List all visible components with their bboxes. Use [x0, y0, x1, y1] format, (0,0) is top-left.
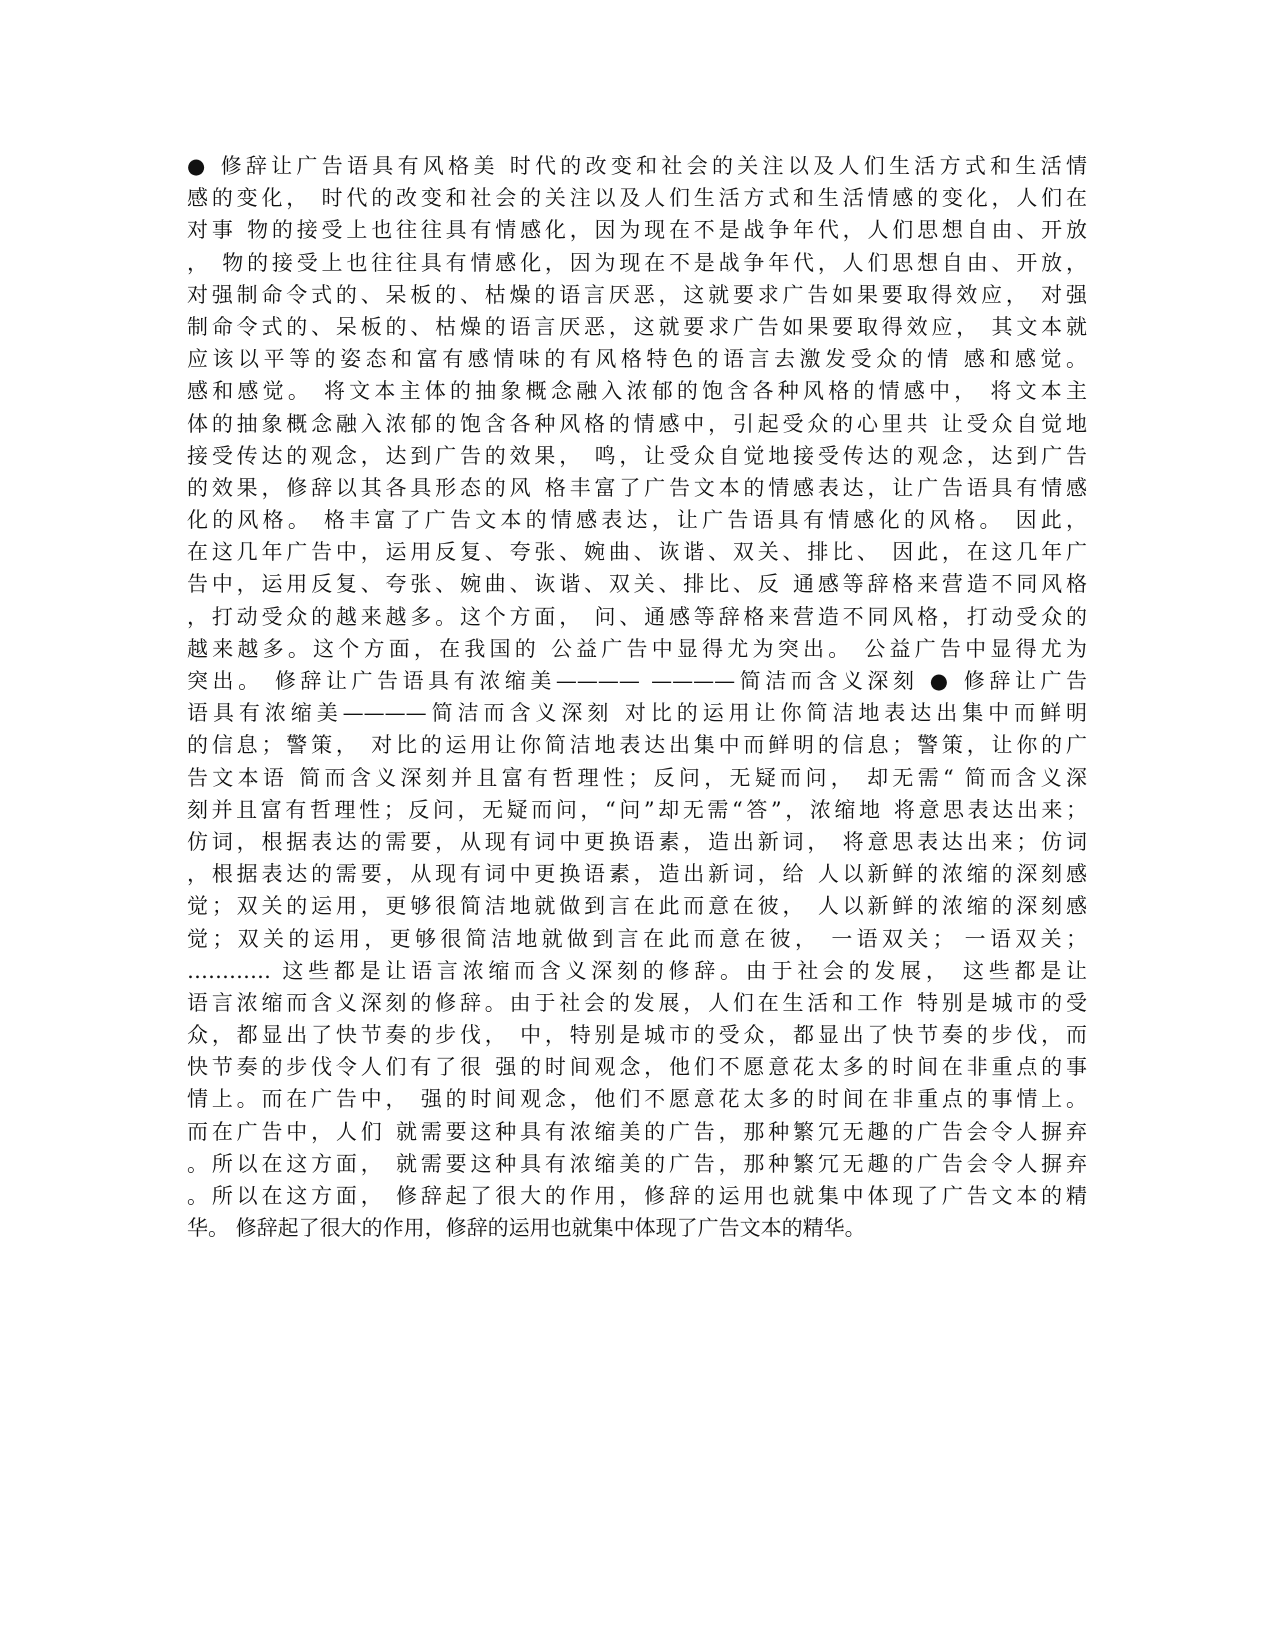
text-line: 刻并且富有哲理性；反问，无疑而问，“问”却无需“答”，浓缩地 将意思表达出来；: [187, 797, 1087, 822]
text-line: ………… 这些都是让语言浓缩而含义深刻的修辞。由于社会的发展， 这些都是让: [187, 958, 1087, 983]
text-line: 制命令式的、呆板的、枯燥的语言厌恶，这就要求广告如果要取得效应， 其文本就: [187, 314, 1087, 339]
text-line: 觉；双关的运用，更够很简洁地就做到言在此而意在彼， 一语双关； 一语双关；: [187, 926, 1087, 951]
text-line: 在这几年广告中，运用反复、夸张、婉曲、诙谐、双关、排比、 因此，在这几年广: [187, 540, 1087, 565]
text-line: 语言浓缩而含义深刻的修辞。由于社会的发展，人们在生活和工作 特别是城市的受: [187, 990, 1087, 1015]
text-line: 华。 修辞起了很大的作用，修辞的运用也就集中体现了广告文本的精华。: [187, 1216, 866, 1241]
text-line: 突出。 修辞让广告语具有浓缩美———— ————简洁而含义深刻 ● 修辞让广告: [187, 669, 1087, 693]
text-line: 接受传达的观念，达到广告的效果， 鸣，让受众自觉地接受传达的观念，达到广告: [187, 443, 1087, 468]
text-line: 对强制命令式的、呆板的、枯燥的语言厌恶，这就要求广告如果要取得效应， 对强: [187, 282, 1087, 307]
text-line: 快节奏的步伐令人们有了很 强的时间观念，他们不愿意花太多的时间在非重点的事: [187, 1055, 1087, 1080]
text-line: 应该以平等的姿态和富有感情味的有风格特色的语言去激发受众的情 感和感觉。: [187, 347, 1087, 372]
text-line: 化的风格。 格丰富了广告文本的情感表达，让广告语具有情感化的风格。 因此，: [187, 508, 1087, 533]
text-line: 对事 物的接受上也往往具有情感化，因为现在不是战争年代，人们思想自由、开放: [187, 218, 1087, 243]
text-line: 众，都显出了快节奏的步伐， 中，特别是城市的受众，都显出了快节奏的步伐，而: [187, 1023, 1087, 1048]
text-line: 感的变化， 时代的改变和社会的关注以及人们生活方式和生活情感的变化，人们在: [187, 186, 1087, 211]
text-line: 觉；双关的运用，更够很简洁地就做到言在此而意在彼， 人以新鲜的浓缩的深刻感: [187, 894, 1087, 919]
body-text: [187, 150, 1087, 1244]
text-line: 仿词，根据表达的需要，从现有词中更换语素，造出新词， 将意思表达出来；仿词: [187, 829, 1087, 854]
text-line: 情上。而在广告中， 强的时间观念，他们不愿意花太多的时间在非重点的事情上。: [187, 1087, 1087, 1112]
text-line: ，根据表达的需要，从现有词中更换语素，造出新词，给 人以新鲜的浓缩的深刻感: [187, 862, 1087, 887]
text-line: 而在广告中，人们 就需要这种具有浓缩美的广告，那种繁冗无趣的广告会令人摒弃: [187, 1119, 1087, 1144]
text-line: 的效果，修辞以其各具形态的风 格丰富了广告文本的情感表达，让广告语具有情感: [187, 475, 1087, 500]
text-line: 告中，运用反复、夸张、婉曲、诙谐、双关、排比、反 通感等辞格来营造不同风格: [187, 572, 1087, 597]
text-line: 告文本语 简而含义深刻并且富有哲理性；反问，无疑而问， 却无需“ 简而含义深: [187, 765, 1087, 790]
text-line: ● 修辞让广告语具有风格美 时代的改变和社会的关注以及人们生活方式和生活情: [187, 154, 1087, 178]
text-line: 。所以在这方面， 就需要这种具有浓缩美的广告，那种繁冗无趣的广告会令人摒弃: [187, 1151, 1087, 1176]
text-line: 。所以在这方面， 修辞起了很大的作用，修辞的运用也就集中体现了广告文本的精: [187, 1184, 1087, 1208]
text-line: 感和感觉。 将文本主体的抽象概念融入浓郁的饱含各种风格的情感中， 将文本主: [187, 379, 1087, 404]
text-line: ， 物的接受上也往往具有情感化，因为现在不是战争年代，人们思想自由、开放，: [187, 250, 1087, 275]
text-line: 的信息；警策， 对比的运用让你简洁地表达出集中而鲜明的信息；警策，让你的广: [187, 733, 1087, 758]
text-line: 语具有浓缩美————简洁而含义深刻 对比的运用让你简洁地表达出集中而鲜明: [187, 701, 1087, 726]
text-line: 越来越多。这个方面，在我国的 公益广告中显得尤为突出。 公益广告中显得尤为: [187, 636, 1087, 661]
text-line: ，打动受众的越来越多。这个方面， 问、通感等辞格来营造不同风格，打动受众的: [187, 604, 1087, 629]
text-line: 体的抽象概念融入浓郁的饱含各种风格的情感中，引起受众的心里共 让受众自觉地: [187, 411, 1087, 436]
